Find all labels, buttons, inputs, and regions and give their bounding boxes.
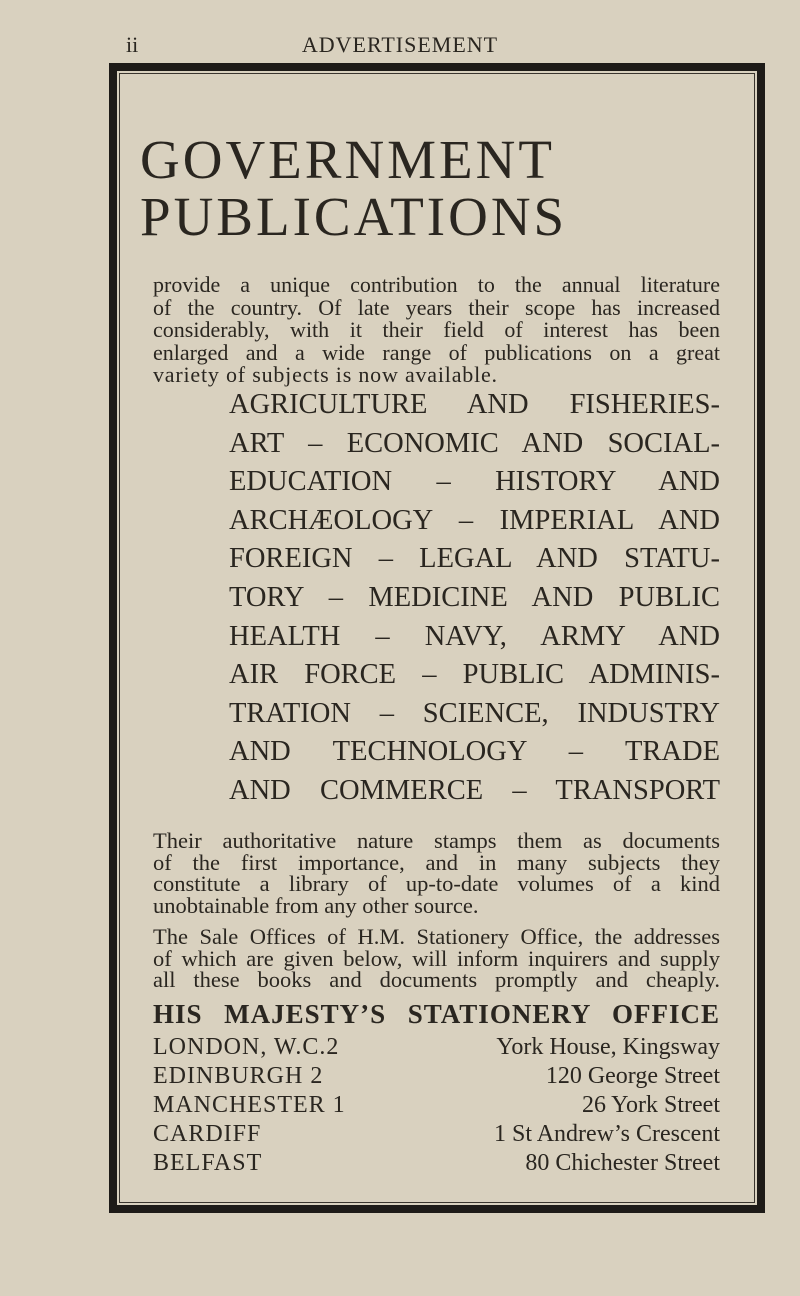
- page-number: ii: [126, 32, 139, 57]
- running-title: ADVERTISEMENT: [301, 32, 499, 57]
- address-list: [153, 1033, 720, 1178]
- office-heading: HIS MAJESTY’S STATIONERY OFFICE: [153, 999, 720, 1029]
- address-row: LONDON, W.C.2 York House, Kingsway: [153, 1034, 720, 1060]
- intro-paragraph: provide a unique contribution to the annual literature of the country. Of late years their scope has increased considerably, with it their field of interest has been enlarged and a wide range of publications on a great variety of subjects is now available.: [153, 272, 720, 387]
- description-paragraphs: Their authoritative nature stamps them as documents of the first importance, and in many subjects they constitute a library of up-to-date volumes of a kind unobtainable from any other source. The Sale Offices of H.M. Stationery Office, the addresses of which are given below, will inform inquirers and supply all these books and documents promptly and cheaply.: [153, 828, 720, 992]
- address-row: BELFAST 80 Chichester Street: [153, 1150, 720, 1176]
- address-row: EDINBURGH 2 120 George Street: [153, 1063, 720, 1089]
- address-row: MANCHESTER 1 26 York Street: [153, 1092, 720, 1118]
- category-list: AGRICULTURE AND FISHERIES- ART – ECONOMIC AND SOCIAL- EDUCATION – HISTORY AND ARCHÆOLOGY – IMPERIAL AND FOREIGN – LEGAL AND STATU- TORY – MEDICINE AND PUBLIC HEALTH – NAVY, ARMY AND AIR FORCE – PUBLIC ADMINIS- TRATION – SCIENCE, INDUSTRY AND TECHNOLOGY – TRADE AND COMMERCE – TRANSPORT: [229, 389, 720, 806]
- address-row: CARDIFF 1 St Andrew’s Crescent: [153, 1121, 720, 1147]
- title-line-1: GOVERNMENT: [140, 129, 555, 190]
- title-line-2: PUBLICATIONS: [140, 186, 568, 247]
